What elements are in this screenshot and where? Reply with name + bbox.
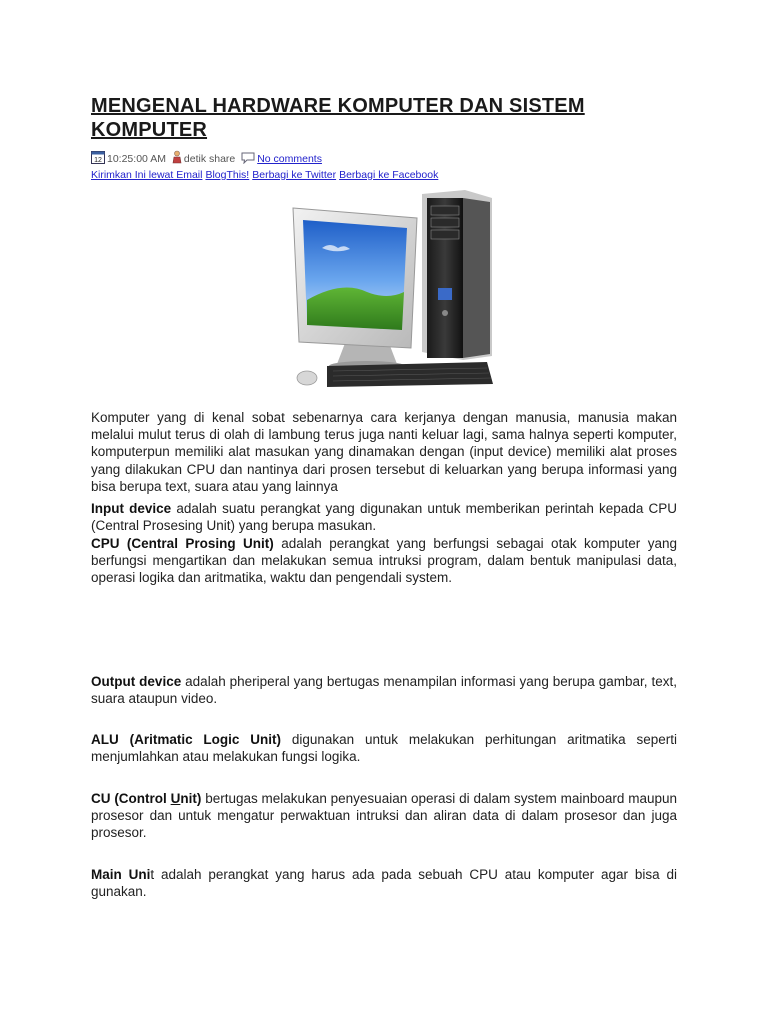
post-title: MENGENAL HARDWARE KOMPUTER DAN SISTEM KOMPUTER — [91, 95, 585, 141]
calendar-icon — [91, 150, 105, 168]
post-author: detik share — [183, 153, 236, 165]
computer-image — [287, 188, 497, 388]
comments-link[interactable]: No comments — [257, 153, 322, 165]
alu-term: ALU (Aritmatic Logic Unit) — [91, 732, 282, 747]
cu-term: CU (Control Unit) — [91, 791, 202, 806]
input-device-paragraph — [91, 500, 677, 534]
output-device-text: adalah pheriperal yang bertugas menampilan informasi yang berupa gambar, text, suara ataupun video. — [91, 674, 677, 707]
person-icon — [172, 150, 182, 168]
input-device-text: adalah suatu perangkat yang digunakan untuk memberikan perintah kepada CPU (Central Prosesing Unit) yang berupa masukan. — [91, 501, 678, 534]
calendar-day: 12 — [94, 157, 102, 164]
share-facebook-link[interactable]: Berbagi ke Facebook — [339, 169, 439, 181]
main-unit-text: t adalah perangkat yang harus ada pada sebuah CPU atau komputer agar bisa di gunakan. — [91, 867, 677, 900]
share-links — [91, 168, 677, 182]
cpu-term: CPU (Central Prosing Unit) — [91, 536, 274, 551]
speech-bubble-icon — [241, 152, 255, 168]
post-time: 10:25:00 AM — [107, 153, 166, 165]
main-unit-paragraph — [91, 866, 677, 900]
output-device-paragraph — [91, 673, 677, 707]
cu-text: bertugas melakukan penyesuaian operasi di dalam system mainboard maupun prosesor dan untuk mengatur perwaktuan intruksi dan aliran data di dalam prosesor dan juga prosesor. — [91, 791, 678, 841]
cu-paragraph — [91, 790, 677, 842]
cpu-paragraph — [91, 535, 677, 587]
share-twitter-link[interactable]: Berbagi ke Twitter — [252, 169, 337, 181]
output-device-term: Output device — [91, 674, 182, 689]
intro-paragraph: Komputer yang di kenal sobat sebenarnya cara kerjanya dengan manusia, manusia makan melalui mulut terus di olah di lambung terus juga nanti keluar lagi, sama halnya seperti komputer, komputerpun memiliki alat masukan yang dinamakan dengan (input device) memiliki alat proses yang dilakukan CPU dan nantinya dari prosen tersebut di keluarkan yang berupa informasi yang bisa berupa text, suara atau yang lainnya — [91, 410, 677, 494]
cpu-text: adalah perangkat yang berfungsi sebagai otak komputer yang berfungsi mengartikan dan melakukan semua intruksi program, dalam bentuk manipulasi data, operasi logika dan aritmatika, waktu dan pengendali system. — [91, 536, 677, 586]
input-device-term: Input device — [91, 501, 172, 516]
share-email-link[interactable]: Kirimkan Ini lewat Email — [91, 169, 203, 181]
main-unit-term: Main Uni — [91, 867, 151, 882]
post-meta — [91, 150, 677, 168]
alu-text: digunakan untuk melakukan perhitungan aritmatika seperti menjumlahkan atau melakukan fungsi logika. — [91, 732, 678, 765]
alu-paragraph — [91, 731, 677, 765]
share-blogthis-link[interactable]: BlogThis! — [205, 169, 250, 181]
